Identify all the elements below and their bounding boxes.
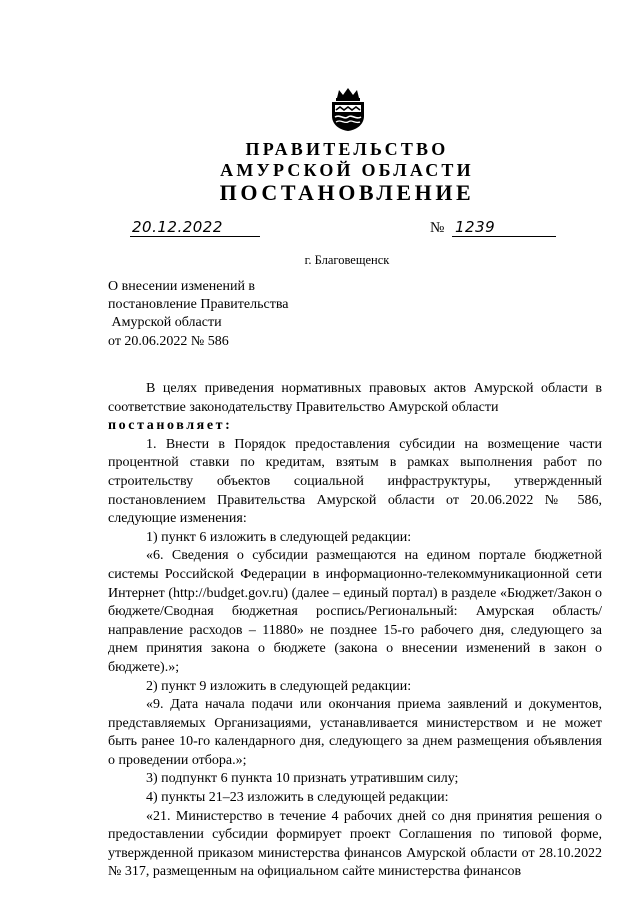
subject-line: постановление Правительства: [108, 297, 289, 313]
quoted-clause-9: «9. Дата начала подачи или окончания приема заявлений и документов, представляемых Организациями, устанавливается министерством и не может быть ранее 10-го календарного дня, следующего за днем размещения объявления о проведении отбора.»;: [108, 697, 602, 768]
subject-line: О внесении изменений в: [108, 279, 256, 294]
number-label: №: [430, 220, 445, 236]
quoted-clause-6: «6. Сведения о субсидии размещаются на едином портале бюджетной системы Российской Федерации в информационно-телекоммуникационной сети Интернет (http://budget.gov.ru) (далее – единый портал) в разделе «Бюджет/Закон о бюджете/Сводная бюджетная роспись/Региональный: Амурская область/направление расходов – 11880» не позднее 15-го рабочего дня, следующего за днем принятия закона о бюджете (закона о внесении изменений в закон о бюджете).»;: [108, 548, 602, 675]
preamble-paragraph: В целях приведения нормативных правовых актов Амурской области в соответствие законодательству Правительство Амурской области: [108, 381, 602, 415]
government-title: ПРАВИТЕЛЬСТВО: [245, 139, 449, 159]
subject-line: Амурской области: [108, 315, 222, 331]
paragraph-1: 1. Внести в Порядок предоставления субсидии на возмещение части процентной ставки по кредитам, взятым в рамках выполнения работ по строительству объектов социальной инфраструктуры, утвержденный постановлением Правительства Амурской области от 20.06.2022 № 586, следующие изменения:: [108, 436, 602, 527]
amur-region-coat-of-arms-icon: [327, 86, 369, 132]
subparagraph-2: 2) пункт 9 изложить в следующей редакции:: [146, 678, 412, 694]
city-line: г. Благовещенск: [304, 253, 390, 267]
document-number: 1239: [455, 218, 496, 236]
document-body: [108, 380, 602, 882]
subparagraph-3: 3) подпункт 6 пункта 10 признать утратившим силу;: [146, 771, 459, 787]
document-date: 20.12.2022: [132, 218, 223, 236]
subject-line: от 20.06.2022 № 586: [108, 333, 229, 349]
document-subject: [108, 278, 288, 351]
subparagraph-1: 1) пункт 6 изложить в следующей редакции:: [146, 529, 412, 545]
resolves-word: постановляет:: [108, 418, 233, 434]
subparagraph-4: 4) пункты 21–23 изложить в следующей редакции:: [146, 790, 449, 806]
quoted-clause-21: «21. Министерство в течение 4 рабочих дней со дня принятия решения о предоставлении субсидии формирует проект Соглашения по типовой форме, утвержденной приказом министерства финансов Амурской области от 28.10.2022 № 317, размещенным на официальном сайте министерства финансов: [108, 808, 602, 880]
number-underline: [452, 236, 556, 237]
date-underline: [130, 236, 260, 237]
region-title: АМУРСКОЙ ОБЛАСТИ: [220, 160, 474, 180]
document-type-title: ПОСТАНОВЛЕНИЕ: [219, 180, 475, 205]
